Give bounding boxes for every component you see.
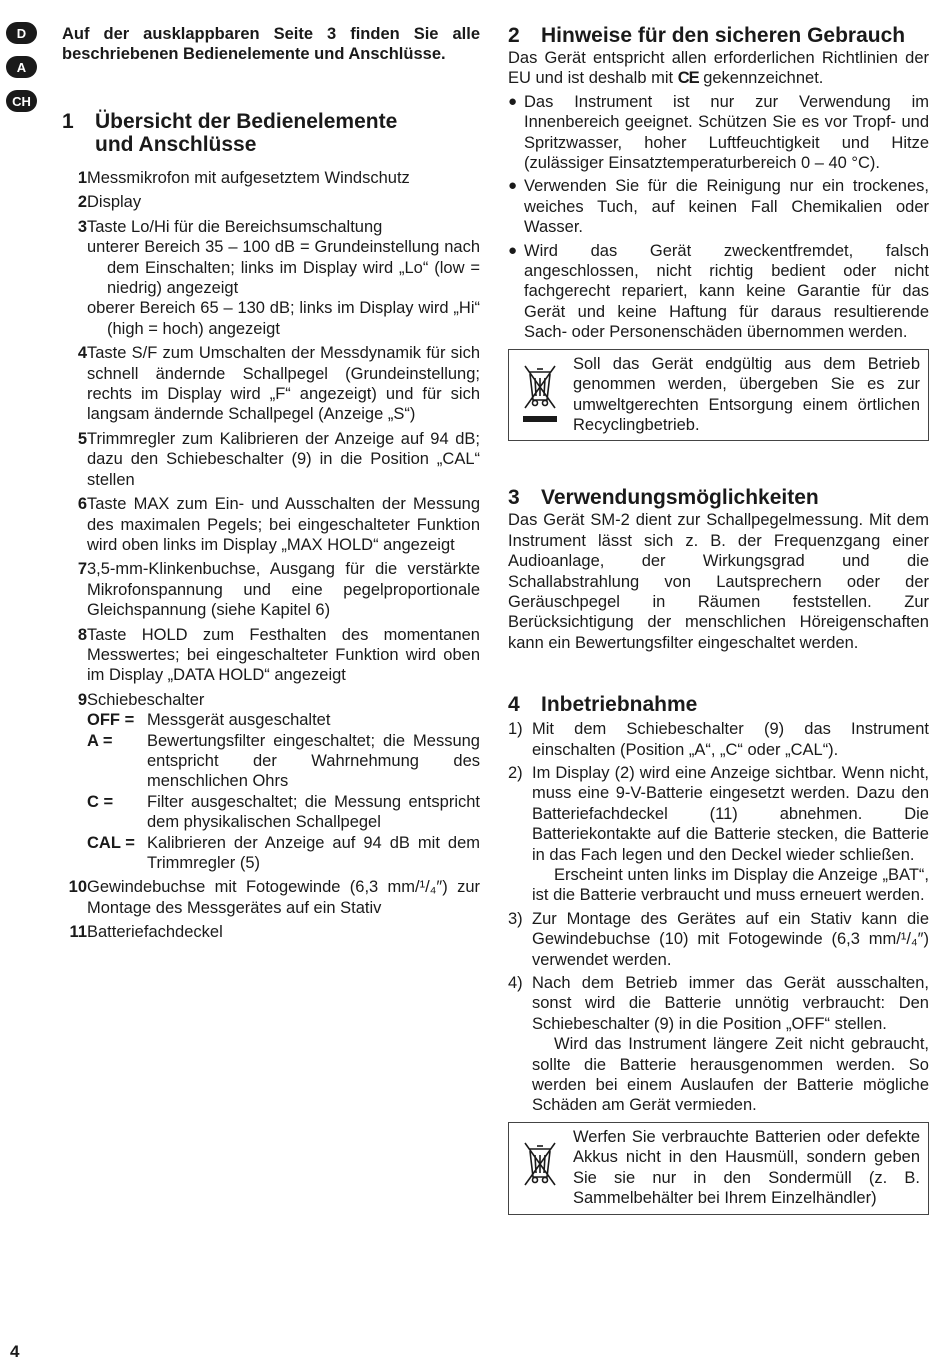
disposal-notice-text: Soll das Gerät endgültig aus dem Betrieb genommen werden, übergeben Sie es zur umweltgerechten Entsorgung einem örtlichen Recyclingbetrieb. xyxy=(573,354,920,434)
section-3-heading: 3 Verwendungsmöglichkeiten xyxy=(508,486,819,510)
crossed-bin-icon xyxy=(517,1127,573,1209)
ce-mark: CE xyxy=(677,69,699,88)
section-2-heading: 2 Hinweise für den sicheren Gebrauch xyxy=(508,24,906,47)
setup-step: 4) Nach dem Betrieb immer das Gerät ausschalten, sonst wird die Batterie unnötig verbraucht: Den Schiebeschalter (9) in die Position „OFF“ stellen. Wird das Instrument längere Zeit nicht gebraucht, sollte die Batterie herausgenommen werden. So werden bei einem Auslaufen der Batterie mögliche Schäden am Gerät vermieden. xyxy=(508,974,929,1115)
section-1-number: 1 xyxy=(62,110,74,133)
battery-disposal-box xyxy=(508,1122,929,1215)
section-1-heading xyxy=(62,110,480,156)
switch-position-a: A = Bewertungsfilter eingeschaltet; die Messung entspricht der Wahrnehmung des menschlichen Ohrs xyxy=(87,731,480,791)
intro-text: Auf der ausklappbaren Seite 3 finden Sie alle beschriebenen Bedienelemente und Anschlüsse. xyxy=(62,25,480,63)
safety-bullet: ● Wird das Gerät zweckentfremdet, falsch angeschlossen, nicht richtig bedient oder nicht fachgerecht repariert, kann keine Garantie für das Gerät und keine Haftung für daraus resultierende Sach- oder Personenschäden übernommen werden. xyxy=(508,241,929,342)
safety-bullet: ● Verwenden Sie für die Reinigung nur ein trockenes, weiches Tuch, auf keinen Fall Chemikalien oder Wasser. xyxy=(508,177,929,237)
setup-step: 1) Mit dem Schiebeschalter (9) das Instrument einschalten (Position „A“, „C“ oder „CAL“). xyxy=(508,720,929,759)
crossed-bin-icon xyxy=(517,354,573,436)
list-item: 1 Messmikrofon mit aufgesetztem Windschutz xyxy=(77,169,410,187)
controls-list xyxy=(62,168,480,943)
page-number: 4 xyxy=(10,1342,20,1361)
list-item: 6 Taste MAX zum Ein- und Ausschalten der Messung des maximalen Pegels; bei eingeschalteter Funktion wird oben links im Display „MAX HOLD“ angezeigt xyxy=(77,495,480,554)
list-item: 5 Trimmregler zum Kalibrieren der Anzeige auf 94 dB; dazu den Schiebeschalter (9) in die Position „CAL“ stellen xyxy=(77,429,480,489)
list-item: 11 Batteriefachdeckel xyxy=(69,923,223,942)
switch-position-off: OFF = Messgerät ausgeschaltet xyxy=(87,711,331,730)
section-4-heading: 4 Inbetriebnahme xyxy=(508,693,698,717)
language-badge-a: A xyxy=(6,56,37,78)
bullet-icon: ● xyxy=(508,177,518,195)
list-item: 10 Gewindebuchse mit Fotogewinde (6,3 mm/¹/₄″) zur Montage des Messgerätes auf ein Stativ xyxy=(68,878,480,917)
safety-bullet: ● Das Instrument ist nur zur Verwendung im Innenbereich geeignet. Schützen Sie es vor Tropf- und Spritzwasser, hoher Luftfeuchtigkeit und Hitze (zulässiger Einsatztemperaturbereich 0 – 40 °C). xyxy=(508,92,929,173)
language-badge-d: D xyxy=(6,22,37,44)
bullet-icon: ● xyxy=(508,92,518,110)
list-item: 7 3,5-mm-Klinkenbuchse, Ausgang für die verstärkte Mikrofonspannung und eine pegelproportionale Gleichspannung (siehe Kapitel 6) xyxy=(77,560,480,620)
section-3-title: Verwendungsmöglichkeiten xyxy=(541,486,819,510)
section-2-title: Hinweise für den sicheren Gebrauch xyxy=(541,24,906,47)
setup-step: 3) Zur Montage des Gerätes auf ein Stativ kann die Gewindebuchse (10) mit Fotogewinde (6,3 mm/¹/₄″) verwendet werden. xyxy=(508,909,929,969)
switch-position-c: C = Filter ausgeschaltet; die Messung entspricht dem physikalischen Schallpegel xyxy=(87,792,480,832)
language-badge-ch: CH xyxy=(6,90,37,112)
section-1-title-line1: Übersicht der Bedienelemente xyxy=(95,110,398,133)
range-low: unterer Bereich 35 – 100 dB = Grundeinstellung nach dem Einschalten; links im Display wird „Lo“ (low = niedrig) angezeigt xyxy=(87,238,480,298)
list-item: 3 Taste Lo/Hi für die Bereichsumschaltung unterer Bereich 35 – 100 dB = Grundeinstellung nach dem Einschalten; links im Display wird „Lo“ (low = niedrig) angezeigt oberer Bereich 65 – 130 dB; links im Display wird „Hi“ (high = hoch) angezeigt xyxy=(77,217,480,338)
left-column xyxy=(62,24,480,947)
battery-disposal-text: Werfen Sie verbrauchte Batterien oder defekte Akkus nicht in den Hausmüll, sondern geben Sie sie nur in den Sondermüll (z. B. Sammelbehälter bei Ihrem Einzelhändler) xyxy=(573,1127,920,1208)
switch-position-cal: CAL = Kalibrieren der Anzeige auf 94 dB mit dem Trimmregler (5) xyxy=(87,833,480,872)
list-item: 8 Taste HOLD zum Festhalten des momentanen Messwertes; bei eingeschalteter Funktion wird oben im Display „DATA HOLD“ angezeigt xyxy=(77,625,480,685)
section-4-title: Inbetriebnahme xyxy=(541,693,698,717)
list-item: 9 Schiebeschalter OFF = Messgerät ausgeschaltet A = Bewertungsfilter eingeschaltet; die Messung entspricht der Wahrnehmung des menschlichen Ohrs C = Filter ausgeschaltet; die Messung entspricht dem physikalischen Schallpegel CAL = Kalibrieren der Anzeige auf 94 dB mit dem Trimmregler (5) xyxy=(77,690,480,872)
list-item: 4 Taste S/F zum Umschalten der Messdynamik für sich schnell ändernde Schallpegel (Grundeinstellung; rechts im Display wird „F“ angezeigt) und für sich langsam ändernde Schallpegel (Anzeige „S“) xyxy=(77,344,480,424)
disposal-notice-box xyxy=(508,349,929,442)
section-3-text: Das Gerät SM-2 dient zur Schallpegelmessung. Mit dem Instrument lässt sich z. B. der Frequenzgang einer Audioanlage, der Wirkungsgrad und die Schallabstrahlung von Lautsprechern oder der Geräuschpegel in Räumen feststellen. Zur Berücksichtigung der menschlichen Höreigenschaften kann ein Bewertungsfilter eingeschaltet werden. xyxy=(508,511,929,652)
right-column xyxy=(508,24,929,1215)
list-item: 2 Display xyxy=(77,193,142,212)
section-1-title-line2: und Anschlüsse xyxy=(95,133,257,156)
bullet-icon: ● xyxy=(508,241,518,259)
setup-step: 2) Im Display (2) wird eine Anzeige sichtbar. Wenn nicht, muss eine 9-V-Batterie eingesetzt werden. Dazu den Batteriefachdeckel (11) abnehmen. Die Batteriekontakte auf die Batterie stecken, die Batterie in das Fach legen und den Deckel wieder schließen. Erscheint unten links im Display die Anzeige „BAT“, ist die Batterie verbraucht und muss erneuert werden. xyxy=(508,763,929,905)
range-high: oberer Bereich 65 – 130 dB; links im Display wird „Hi“ (high = hoch) angezeigt xyxy=(87,299,480,338)
language-badges xyxy=(6,22,40,124)
section-2-intro: Das Gerät entspricht allen erforderlichen Richtlinien der EU und ist deshalb mit CE gekennzeichnet. xyxy=(508,49,929,88)
